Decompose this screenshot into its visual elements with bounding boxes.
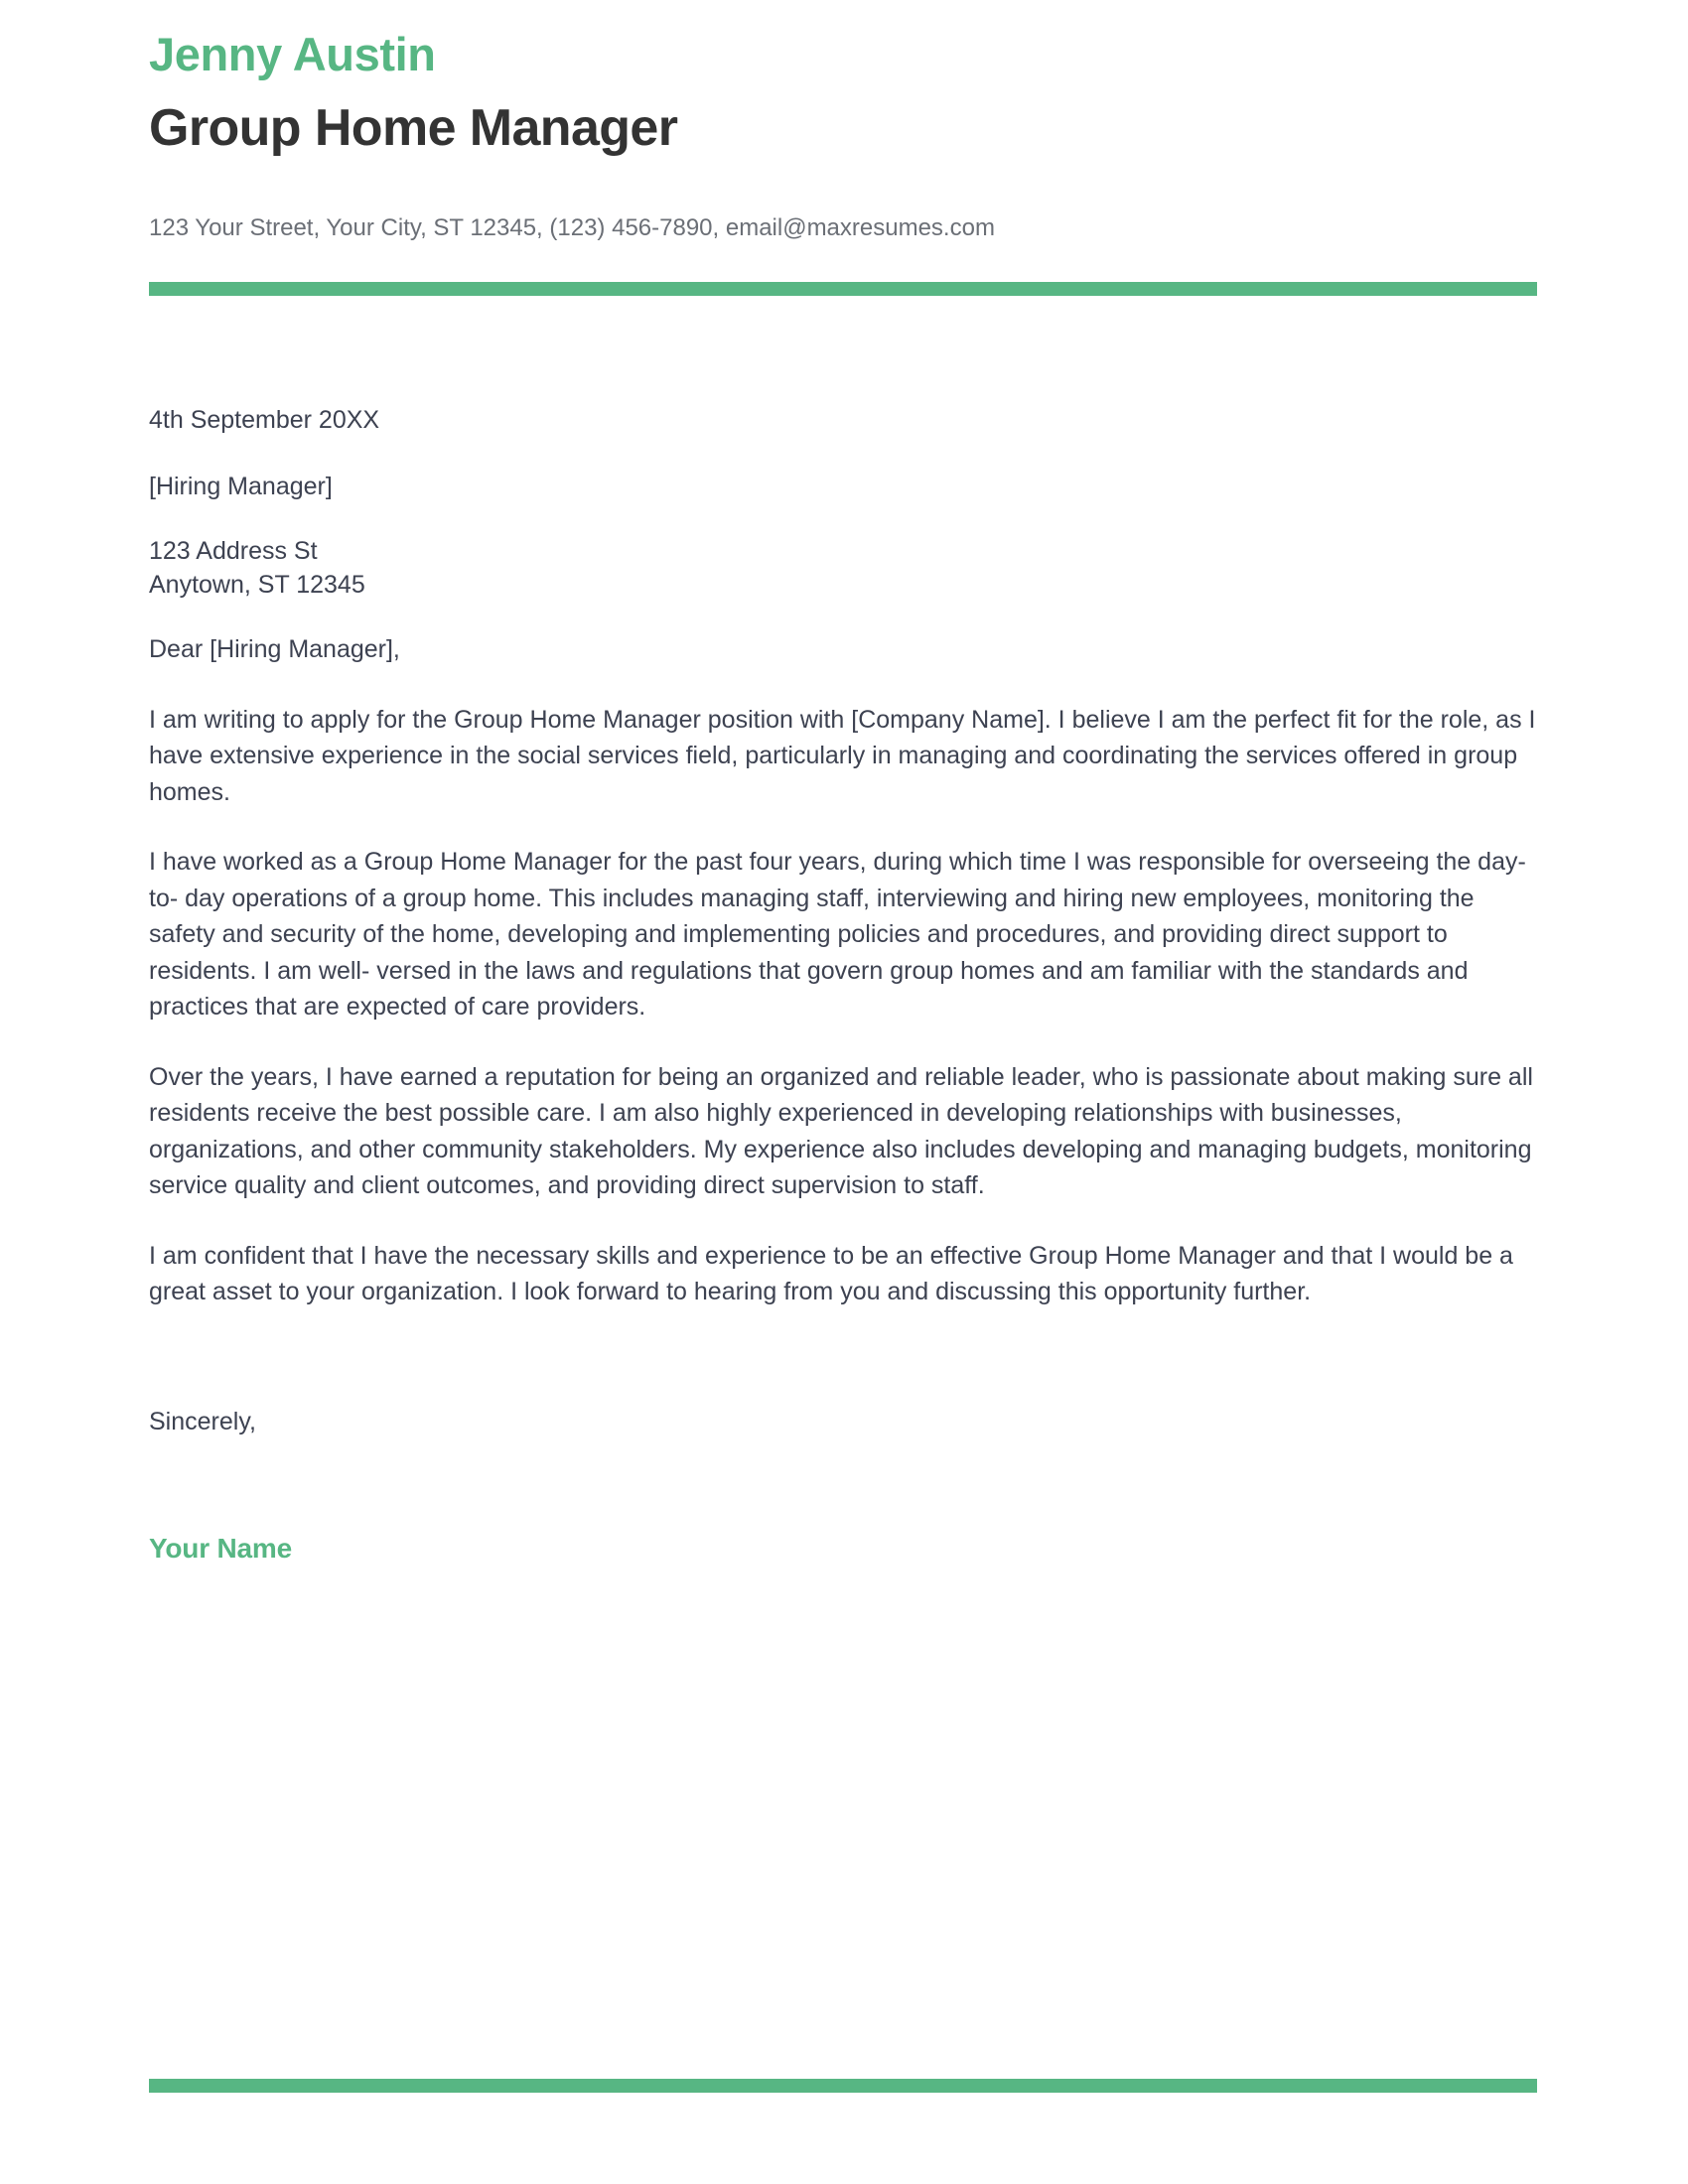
recipient-address: [149, 534, 1537, 602]
letter-paragraph-2: I have worked as a Group Home Manager for the past four years, during which time I was responsible for overseeing the day- to- day operations of a group home. This includes managing staff, interviewing and hiring new employees, monitoring the safety and security of the home, developing and implementing policies and procedures, and providing direct support to residents. I am well- versed in the laws and regulations that govern group homes and am familiar with the standards and practices that are expected of care providers.: [149, 848, 1526, 1022]
letter-paragraph-4: I am confident that I have the necessary skills and experience to be an effective Group Home Manager and that I would be a great asset to your organization. I look forward to hearing from you and discussing this opportunity further.: [149, 1241, 1513, 1306]
letter-paragraph-1: I am writing to apply for the Group Home Manager position with [Company Name]. I believe I am the perfect fit for the role, as I have extensive experience in the social services field, particularly in managing and coordinating the services offered in group homes.: [149, 705, 1536, 806]
accent-rule-top: [149, 282, 1537, 296]
letter-body: [149, 402, 1537, 1570]
applicant-name: Jenny Austin: [149, 28, 436, 80]
document-content-column: [149, 0, 1537, 1597]
salutation: Dear [Hiring Manager],: [149, 635, 400, 664]
job-title: Group Home Manager: [149, 99, 678, 158]
letter-date: 4th September 20XX: [149, 406, 380, 435]
recipient-street: 123 Address St: [149, 537, 318, 566]
contact-info-line: 123 Your Street, Your City, ST 12345, (123) 456-7890, email@maxresumes.com: [149, 213, 995, 241]
recipient-name: [Hiring Manager]: [149, 472, 333, 500]
signature-name: Your Name: [149, 1533, 292, 1565]
accent-rule-bottom: [149, 2079, 1537, 2093]
letter-paragraph-3: Over the years, I have earned a reputation for being an organized and reliable leader, who is passionate about making sure all residents receive the best possible care. I am also highly experienced in developing relationships with businesses, organizations, and other community stakeholders. My experience also includes developing and managing budgets, monitoring service quality and client outcomes, and providing direct supervision to staff.: [149, 1062, 1533, 1200]
letterhead: [149, 0, 1537, 243]
closing-salutation: Sincerely,: [149, 1407, 256, 1435]
recipient-city-state-zip: Anytown, ST 12345: [149, 571, 365, 600]
